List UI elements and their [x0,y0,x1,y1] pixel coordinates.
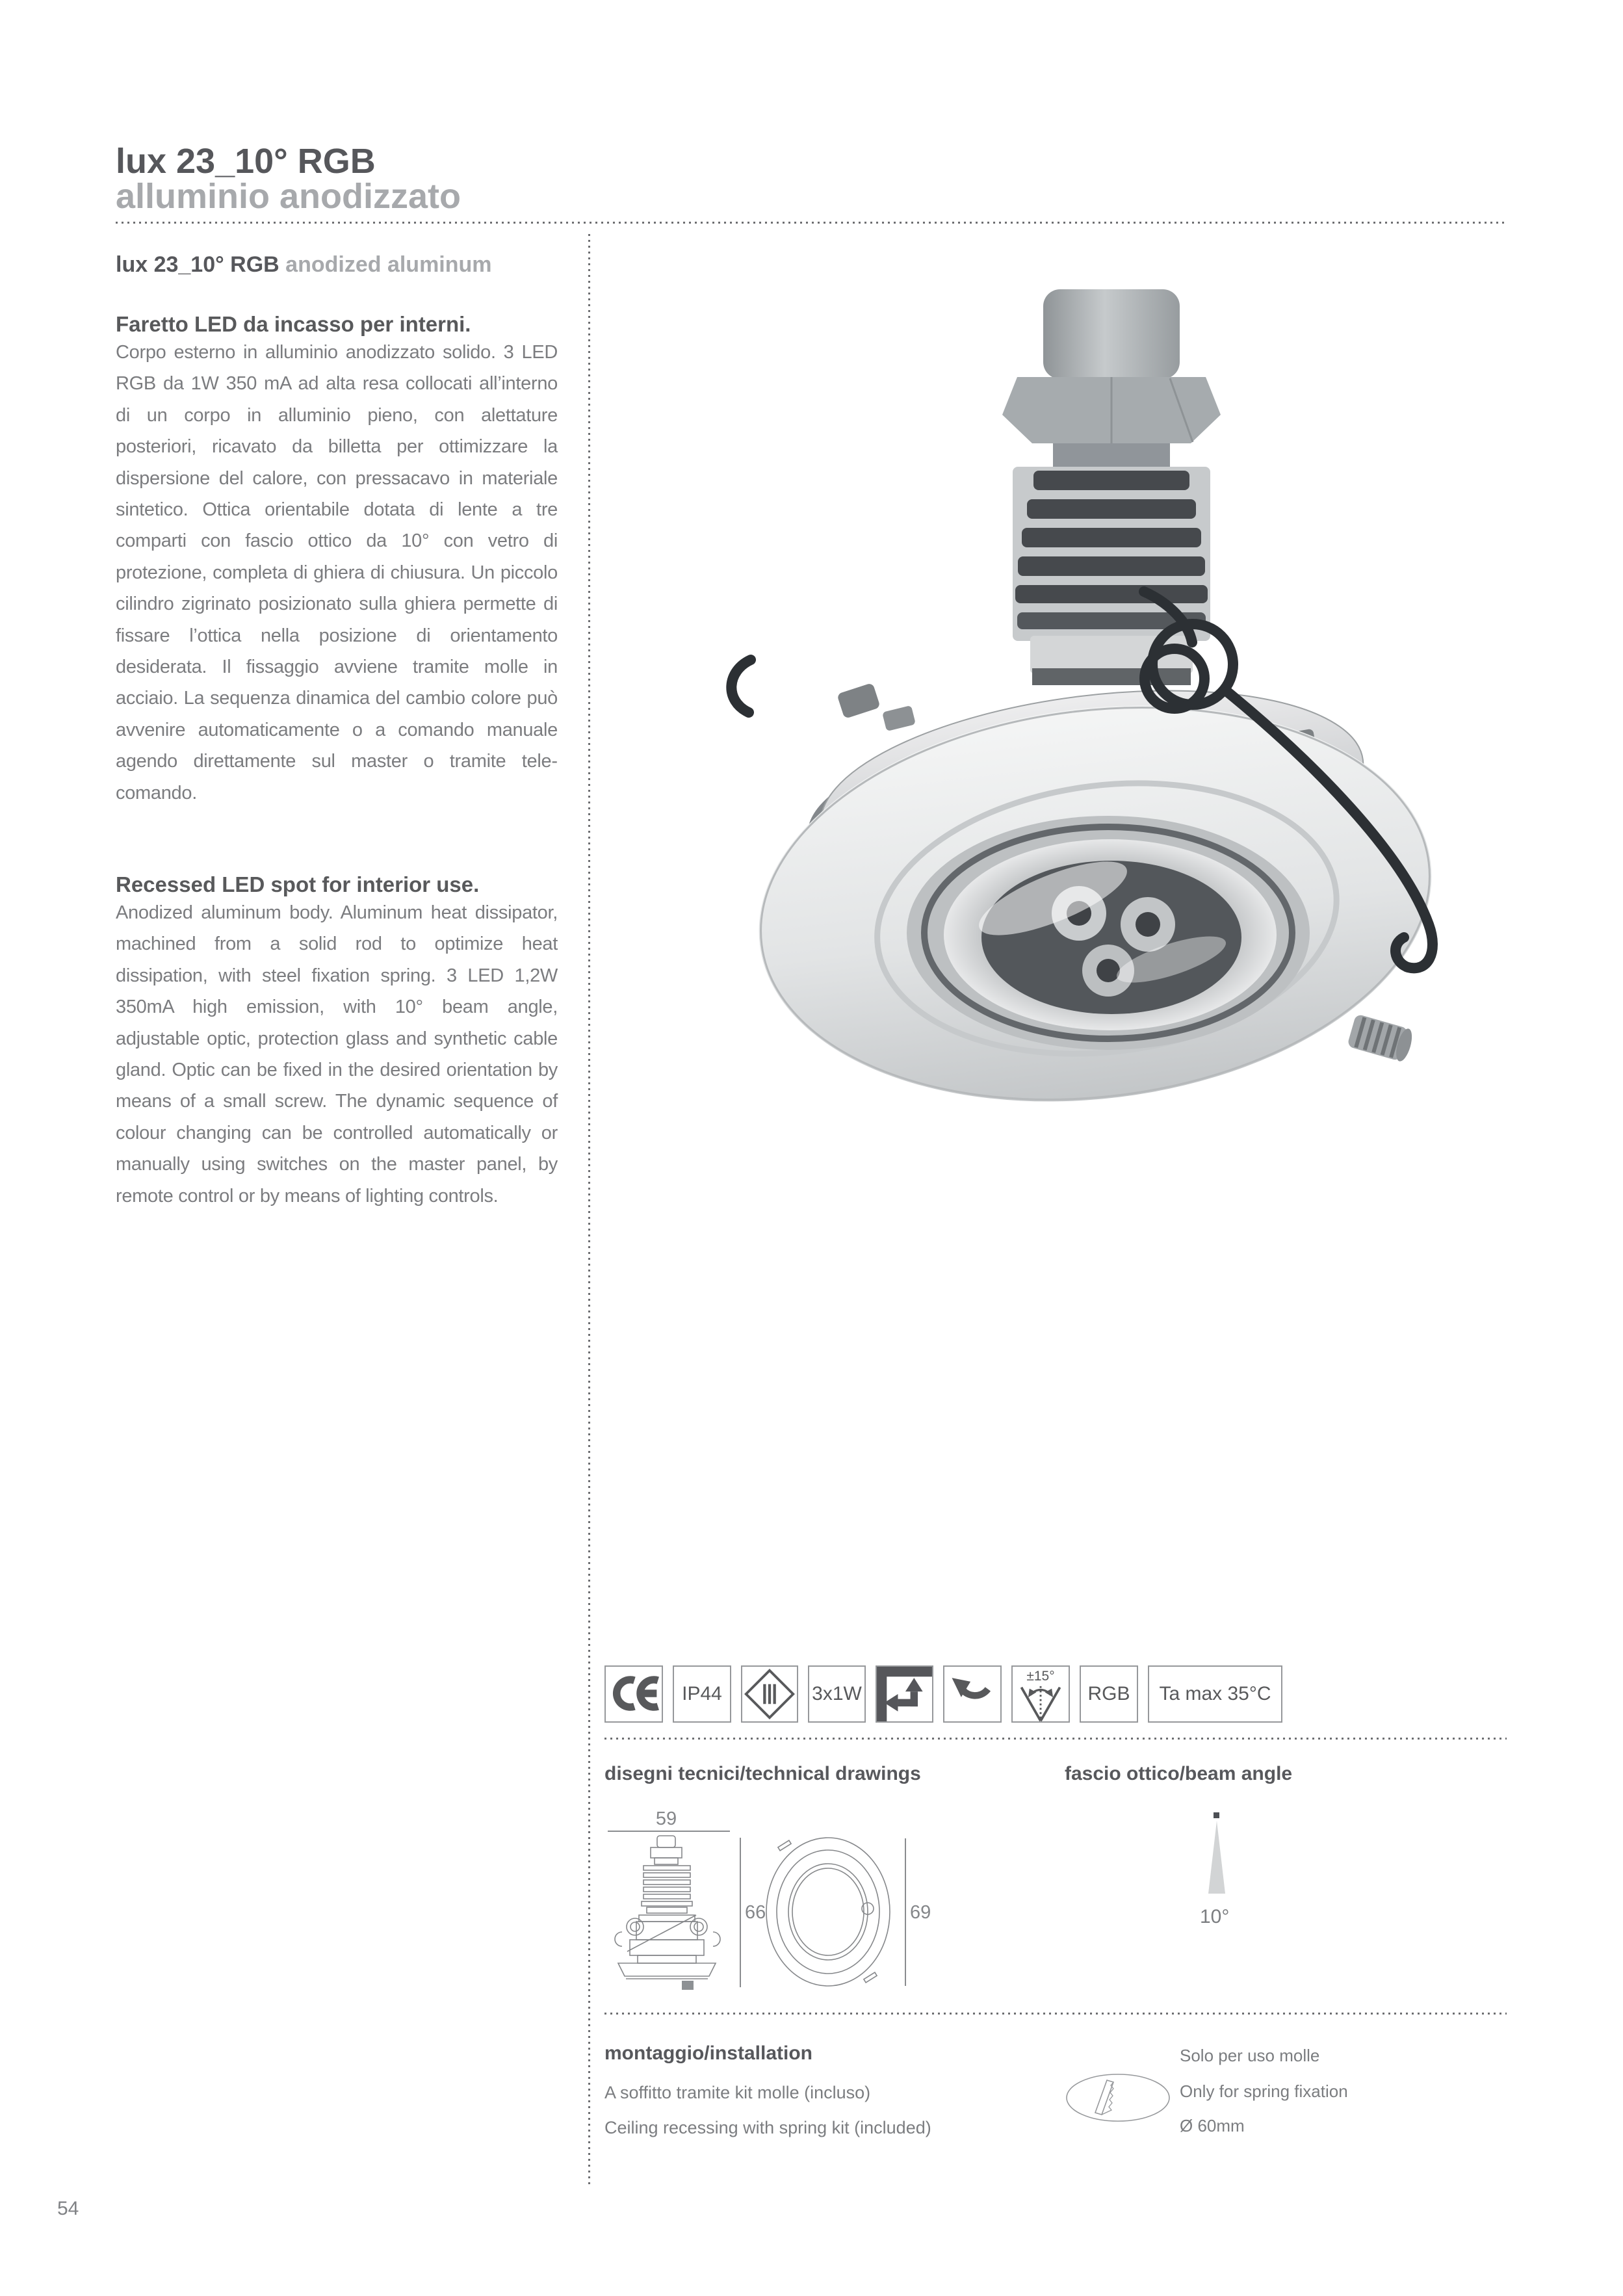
ip-rating-label: IP44 [682,1683,722,1704]
badge-ta-max [1148,1665,1282,1723]
dimension-diameter: 69 [910,1902,931,1923]
dotted-divider-install [604,2013,1507,2015]
installation-text-en: Ceiling recessing with spring kit (included) [604,2118,931,2137]
product-photo [689,280,1495,1125]
feature-badge-row [604,1665,1282,1723]
installation-heading: montaggio/installation [604,2042,812,2064]
dotted-divider-top [116,222,1507,224]
description-body-en: Anodized aluminum body. Aluminum heat dissipator, machined from a solid rod to optimize heat dissipation, with steel fixation spring. 3 LED 1,2W 350mA high emission, with 10° beam angle, adjustable optic, protection glass and synthetic cable gland. Optic can be fixed in the desired orientation by means of a small screw. The dynamic sequence of colour changing can be controlled automatically or manually using switches on the master panel, by remote control or by means of lighting controls. [116,902,558,1207]
cable-gland [1002,289,1221,443]
dimension-line-height [740,1838,741,1987]
orientable-rotation-icon [944,1667,1000,1721]
ta-max-label: Ta max 35°C [1159,1683,1271,1704]
drawings-heading: disegni tecnici/technical drawings [604,1763,921,1784]
page-title: lux 23_10° RGB [116,142,376,181]
recessed-mounting-icon [877,1667,932,1721]
page-number: 54 [57,2198,79,2219]
badge-orientable [943,1665,1002,1723]
badge-class-iii [741,1665,798,1723]
hole-diameter: Ø 60mm [1180,2116,1245,2135]
knurled-knob [1347,1013,1415,1063]
dotted-divider-vertical [588,234,590,2186]
badge-tilt [1011,1665,1070,1723]
dimension-line-width [608,1831,730,1832]
ceiling-hole-icon [1064,2072,1172,2126]
page-subtitle-finish: alluminio anodizzato [116,177,461,216]
badge-rgb [1080,1665,1138,1723]
product-finish-en: anodized aluminum [279,252,492,277]
dotted-divider-icons [604,1738,1507,1740]
beam-source-square [1214,1812,1219,1818]
spring-note-en: Only for spring fixation [1180,2081,1348,2101]
technical-drawing-front-view [765,1836,892,1992]
wattage-label: 3x1W [812,1683,862,1704]
badge-ip44 [673,1665,731,1723]
description-body-it: Corpo esterno in alluminio anodizzato solido. 3 LED RGB da 1W 350 mA ad alta resa collocati all’interno di un corpo in alluminio pieno, con alettature posteriori, ricavato da billetta per ottimizzare la dispersione del calore, con pressacavo in materiale sintetico. Ottica orientabile dotata di lente a tre comparti con fascio ottico da 10° con vetro di protezione, completa di ghiera di chiusura. Un piccolo cilindro zigrinato posizionato sulla ghiera permette di fissare l’ottica nella posizione di orientamento desiderata. Il fissaggio avviene tramite molle in acciaio. La sequenza dinamica del cambio colore può avvenire automaticamente o a comando manuale agendo direttamente sul master o tramite telecomando. [116,342,558,803]
installation-text-it: A soffitto tramite kit molle (incluso) [604,2083,871,2102]
tilt-range-label: ±15° [1026,1669,1055,1684]
badge-wattage [808,1665,866,1723]
class-iii-insulation-icon [742,1667,797,1721]
badge-recessed [876,1665,933,1723]
beam-angle-value: 10° [1200,1906,1230,1927]
rgb-label: RGB [1087,1683,1130,1704]
technical-drawing-side-view [606,1834,730,1997]
dimension-height: 66 [745,1902,766,1923]
description-heading-en: Recessed LED spot for interior use. [116,872,480,896]
description-heading-it: Faretto LED da incasso per interni. [116,312,471,336]
dimension-width: 59 [655,1808,677,1829]
spring-note-it: Solo per uso molle [1180,2046,1320,2065]
led-spotlight-photo [689,280,1495,1125]
beam-heading: fascio ottico/beam angle [1065,1763,1293,1784]
ce-mark-icon [606,1667,662,1721]
product-name-line [116,252,492,278]
side-view-knob [682,1981,694,1990]
dimension-line-diameter [905,1838,906,1986]
product-name: lux 23_10° RGB [116,252,279,277]
badge-ce [604,1665,663,1723]
beam-cone [1207,1821,1227,1898]
